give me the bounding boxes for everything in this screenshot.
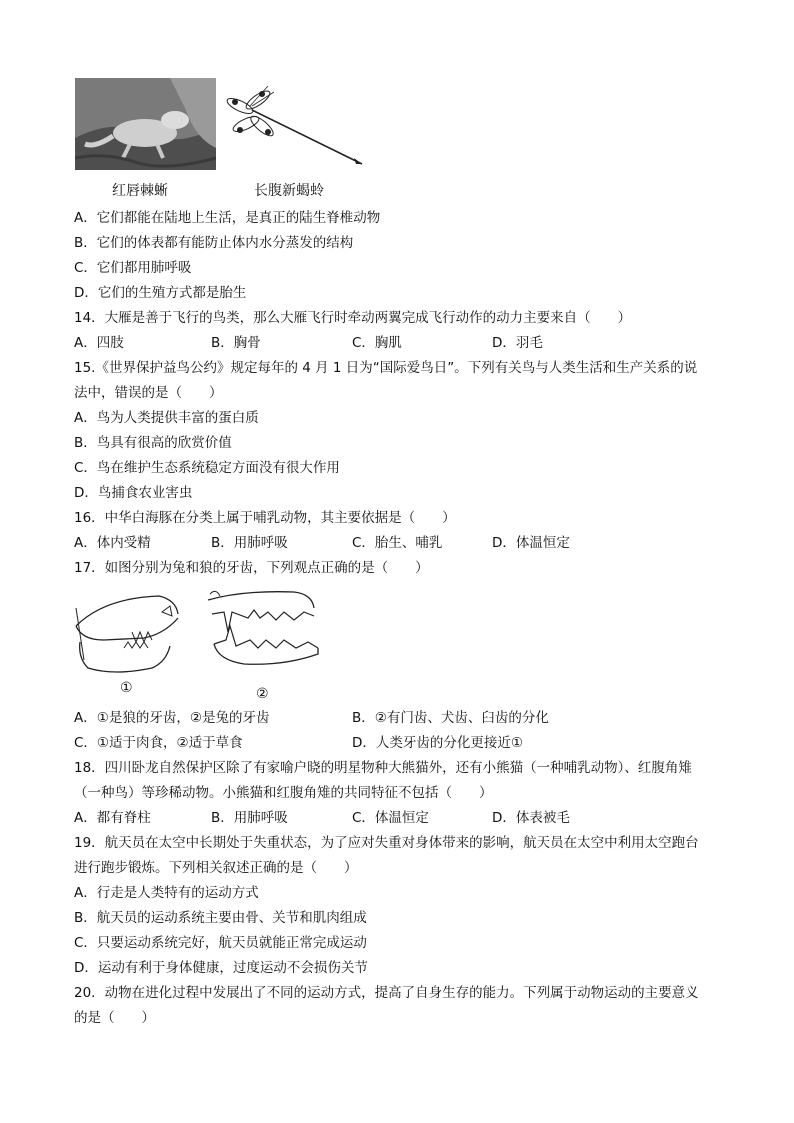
q17-stem: 17．如图分别为兔和狼的牙齿，下列观点正确的是（ ）	[74, 560, 429, 576]
q18-stem-line1: 18．四川卧龙自然保护区除了有家喻户晓的明星物种大熊猫外，还有小熊猫（一种哺乳动物）、红腹角雉	[74, 760, 692, 776]
q20-stem-line2: 的是（ ）	[74, 1010, 155, 1026]
q15-option-a: A．鸟为人类提供丰富的蛋白质	[74, 410, 259, 426]
q16-stem: 16．中华白海豚在分类上属于哺乳动物，其主要依据是（ ）	[74, 510, 456, 526]
lizard-photo-art	[75, 78, 216, 170]
q14-option-d: D．羽毛	[492, 335, 543, 351]
q15-stem-line2: 法中，错误的是（ ）	[74, 385, 223, 401]
q13-option-c: C．它们都用肺呼吸	[74, 260, 192, 276]
q19-option-b: B．航天员的运动系统主要由骨、关节和肌肉组成	[74, 910, 367, 926]
figure-label-2: ②	[256, 686, 269, 702]
q17-option-a: A．①是狼的牙齿，②是兔的牙齿	[74, 710, 270, 726]
q14-option-c: C．胸肌	[352, 335, 402, 351]
q15-option-d: D．鸟捕食农业害虫	[74, 485, 193, 501]
q15-stem-line1: 15.《世界保护益鸟公约》规定每年的 4 月 1 日为“国际爱鸟日”。下列有关鸟与人类生活和生产关系的说	[74, 360, 698, 376]
q19-stem-line2: 进行跑步锻炼。下列相关叙述正确的是（ ）	[74, 860, 358, 876]
q16-option-d: D．体温恒定	[492, 535, 570, 551]
q13-option-d: D．它们的生殖方式都是胎生	[74, 285, 247, 301]
rabbit-skull-drawing	[74, 588, 194, 678]
q17-option-c: C．①适于肉食，②适于草食	[74, 735, 243, 751]
q19-option-a: A．行走是人类特有的运动方式	[74, 885, 259, 901]
q14-option-b: B．胸骨	[211, 335, 261, 351]
q18-option-a: A．都有脊柱	[74, 810, 151, 826]
q17-option-d: D．人类牙齿的分化更接近①	[352, 735, 523, 751]
q14-option-a: A．四肢	[74, 335, 124, 351]
wolf-skull-drawing	[204, 586, 328, 670]
caption-lizard: 红唇棘蜥	[112, 183, 168, 199]
q13-option-a: A．它们都能在陆地上生活，是真正的陆生脊椎动物	[74, 210, 381, 226]
q19-option-d: D．运动有利于身体健康，过度运动不会损伤关节	[74, 960, 368, 976]
figure-label-1: ①	[120, 680, 133, 696]
q18-option-b: B．用肺呼吸	[211, 810, 288, 826]
q18-option-c: C．体温恒定	[352, 810, 429, 826]
q18-option-d: D．体表被毛	[492, 810, 570, 826]
q13-option-b: B．它们的体表都有能防止体内水分蒸发的结构	[74, 235, 354, 251]
q19-stem-line1: 19．航天员在太空中长期处于失重状态，为了应对失重对身体带来的影响，航天员在太空中利用太空跑台	[74, 835, 699, 851]
lizard-photo	[75, 78, 216, 170]
q20-stem-line1: 20．动物在进化过程中发展出了不同的运动方式，提高了自身生存的能力。下列属于动物运动的主要意义	[74, 985, 699, 1001]
scorpionfly-drawing	[222, 80, 372, 172]
q15-option-c: C．鸟在维护生态系统稳定方面没有很大作用	[74, 460, 340, 476]
q15-option-b: B．鸟具有很高的欣赏价值	[74, 435, 232, 451]
q16-option-c: C．胎生、哺乳	[352, 535, 443, 551]
q19-option-c: C．只要运动系统完好，航天员就能正常完成运动	[74, 935, 367, 951]
q14-stem: 14．大雁是善于飞行的鸟类，那么大雁飞行时牵动两翼完成飞行动作的动力主要来自（ ）	[74, 310, 632, 326]
q16-option-b: B．用肺呼吸	[211, 535, 288, 551]
q17-option-b: B．②有门齿、犬齿、臼齿的分化	[352, 710, 549, 726]
caption-scorpionfly: 长腹新蝎蛉	[254, 183, 324, 199]
q18-stem-line2: （一种鸟）等珍稀动物。小熊猫和红腹角雉的共同特征不包括（ ）	[74, 785, 493, 801]
q16-option-a: A．体内受精	[74, 535, 151, 551]
